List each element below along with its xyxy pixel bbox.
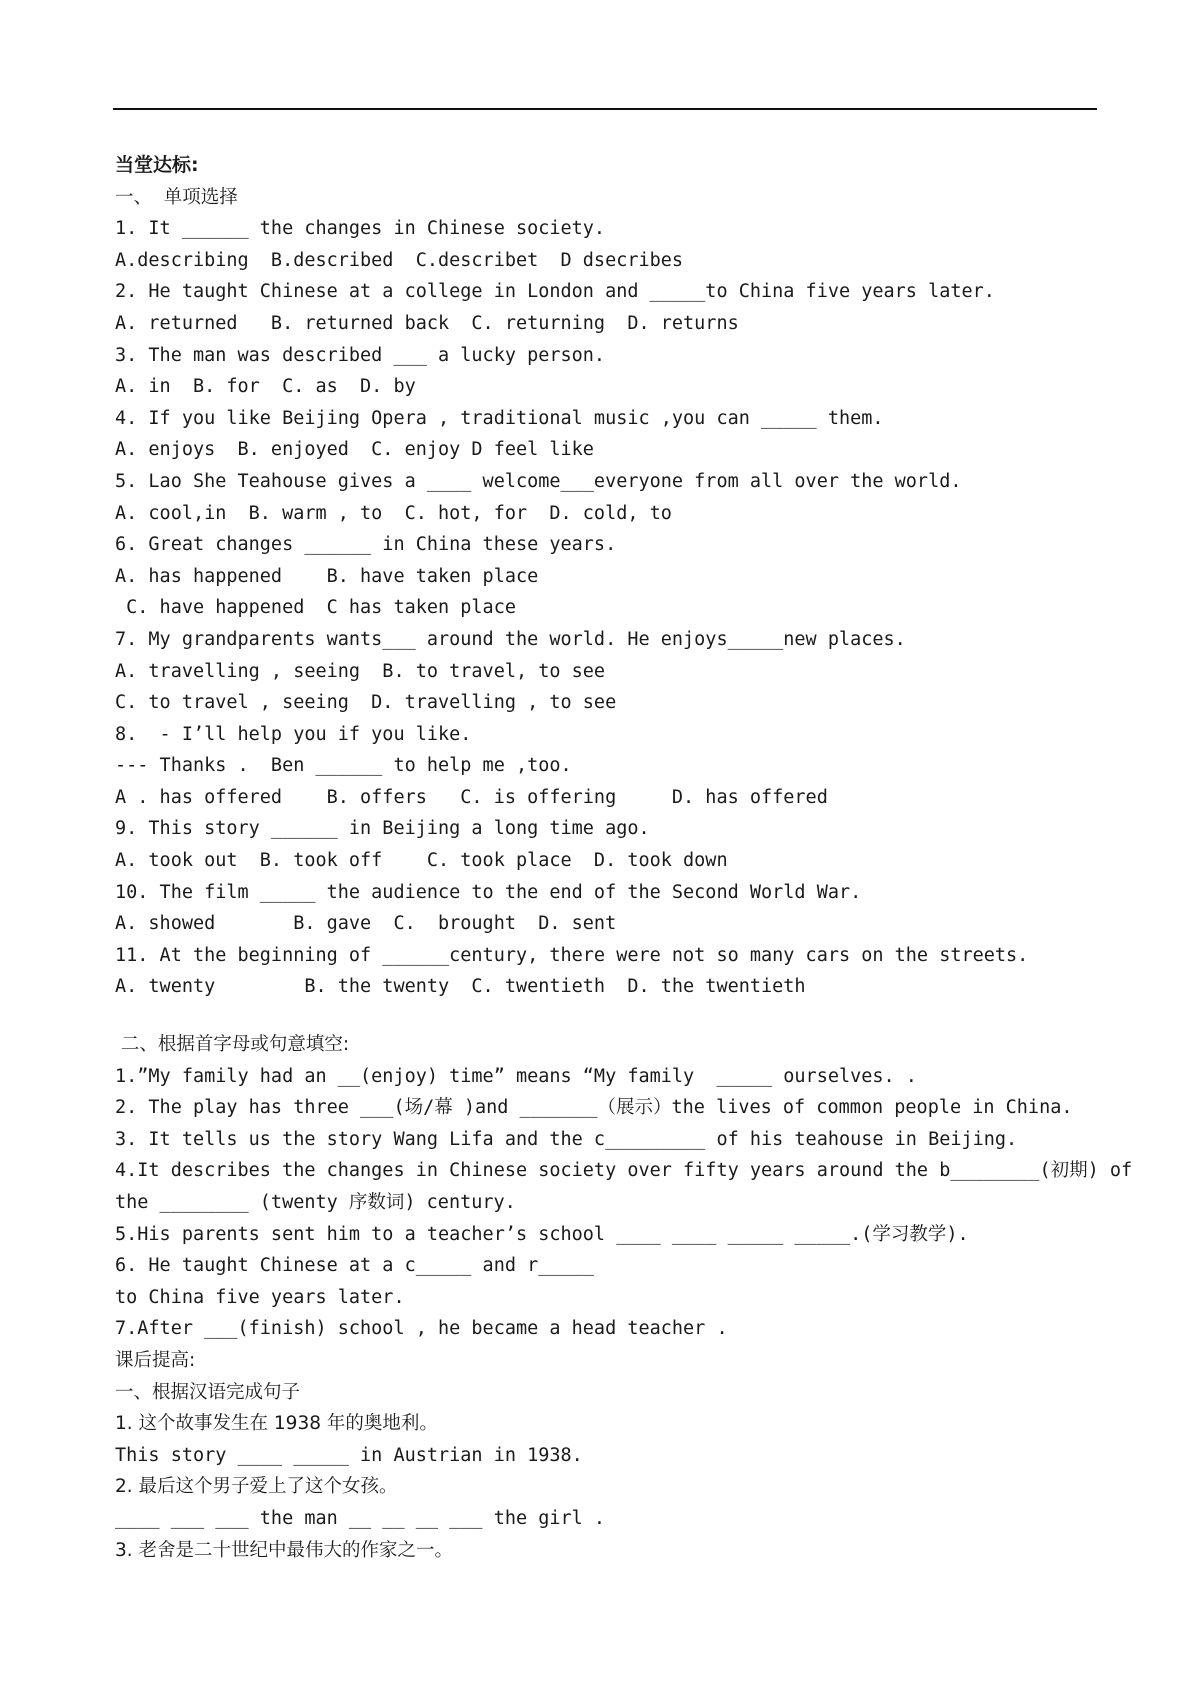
chinese-sentence: 2. 最后这个男子爱上了这个女孩。: [115, 1476, 398, 1498]
english-sentence: ____ ___ ___ the man __ __ __ ___ the girl .: [115, 1507, 606, 1529]
header-rule: [113, 108, 1097, 110]
fill-blank-line: 4.It describes the changes in Chinese society over fifty years around the b________(初期) of: [115, 1160, 1133, 1182]
options-line: A.describing B.described C.describet D dsecribes: [115, 249, 684, 271]
section-spacer: [115, 1003, 1105, 1029]
worksheet-content: [115, 150, 1133, 1566]
options-line: C. to travel , seeing D. travelling , to see: [115, 692, 617, 714]
options-line: A. enjoys B. enjoyed C. enjoy D feel like: [115, 439, 594, 461]
question-line: 1. It ______ the changes in Chinese society.: [115, 218, 606, 240]
fill-blank-line: 7.After ___(finish) school , he became a head teacher .: [115, 1318, 728, 1340]
section-title-fill-blanks: 二、根据首字母或句意填空:: [115, 1034, 350, 1056]
english-sentence: This story ____ _____ in Austrian in 1938.: [115, 1444, 583, 1466]
question-line: 9. This story ______ in Beijing a long time ago.: [115, 818, 650, 840]
section-title-in-class: 当堂达标:: [115, 154, 199, 176]
options-line: A. returned B. returned back C. returning D. returns: [115, 312, 739, 334]
fill-blank-line: 3. It tells us the story Wang Lifa and the c_________ of his teahouse in Beijing.: [115, 1128, 1018, 1150]
fill-blank-line: the ________ (twenty 序数词) century.: [115, 1192, 516, 1213]
options-line: A. travelling , seeing B. to travel, to see: [115, 660, 606, 682]
translation-list: [115, 1408, 1105, 1566]
part-title-complete-sentences: 一、根据汉语完成句子: [115, 1381, 301, 1403]
fill-blank-list: [115, 1061, 1133, 1345]
question-line: 11. At the beginning of ______century, there were not so many cars on the streets.: [115, 944, 1029, 966]
options-line: A. cool,in B. warm , to C. hot, for D. cold, to: [115, 502, 672, 524]
question-line: 4. If you like Beijing Opera , traditional music ,you can _____ them.: [115, 407, 884, 429]
options-line: A. has happened B. have taken place: [115, 565, 539, 587]
fill-blank-line: to China five years later.: [115, 1286, 405, 1308]
question-line: 6. Great changes ______ in China these years.: [115, 534, 617, 556]
fill-blank-line: 2. The play has three ___(场/幕 )and _______（展示）the lives of common people in China.: [115, 1097, 1073, 1119]
multiple-choice-list: [115, 213, 1105, 1003]
options-line: A. in B. for C. as D. by: [115, 376, 416, 398]
options-line: A. took out B. took off C. took place D. took down: [115, 850, 728, 872]
section-title-after-class: 课后提高:: [115, 1349, 196, 1371]
question-line: 7. My grandparents wants___ around the world. He enjoys_____new places.: [115, 628, 906, 650]
question-line: 10. The film _____ the audience to the end of the Second World War.: [115, 881, 862, 903]
fill-blank-line: 5.His parents sent him to a teacher’s school ____ ____ _____ _____.(学习教学).: [115, 1223, 969, 1245]
chinese-sentence: 1. 这个故事发生在 1938 年的奥地利。: [115, 1413, 438, 1435]
options-line: A. twenty B. the twenty C. twentieth D. the twentieth: [115, 976, 806, 998]
options-line: C. have happened C has taken place: [115, 597, 516, 619]
part-title-multiple-choice: 一、 单项选择: [115, 186, 238, 208]
chinese-sentence: 3. 老舍是二十世纪中最伟大的作家之一。: [115, 1539, 454, 1561]
question-line: 3. The man was described ___ a lucky person.: [115, 344, 606, 366]
fill-blank-line: 6. He taught Chinese at a c_____ and r_____: [115, 1255, 594, 1277]
question-line: --- Thanks . Ben ______ to help me ,too.: [115, 755, 572, 777]
question-line: 8. - I’ll help you if you like.: [115, 723, 472, 745]
question-line: 5. Lao She Teahouse gives a ____ welcome___everyone from all over the world.: [115, 470, 962, 492]
options-line: A . has offered B. offers C. is offering D. has offered: [115, 786, 828, 808]
options-line: A. showed B. gave C. brought D. sent: [115, 913, 617, 935]
fill-blank-line: 1.”My family had an __(enjoy) time” means “My family _____ ourselves. .: [115, 1065, 917, 1087]
question-line: 2. He taught Chinese at a college in London and _____to China five years later.: [115, 281, 995, 303]
